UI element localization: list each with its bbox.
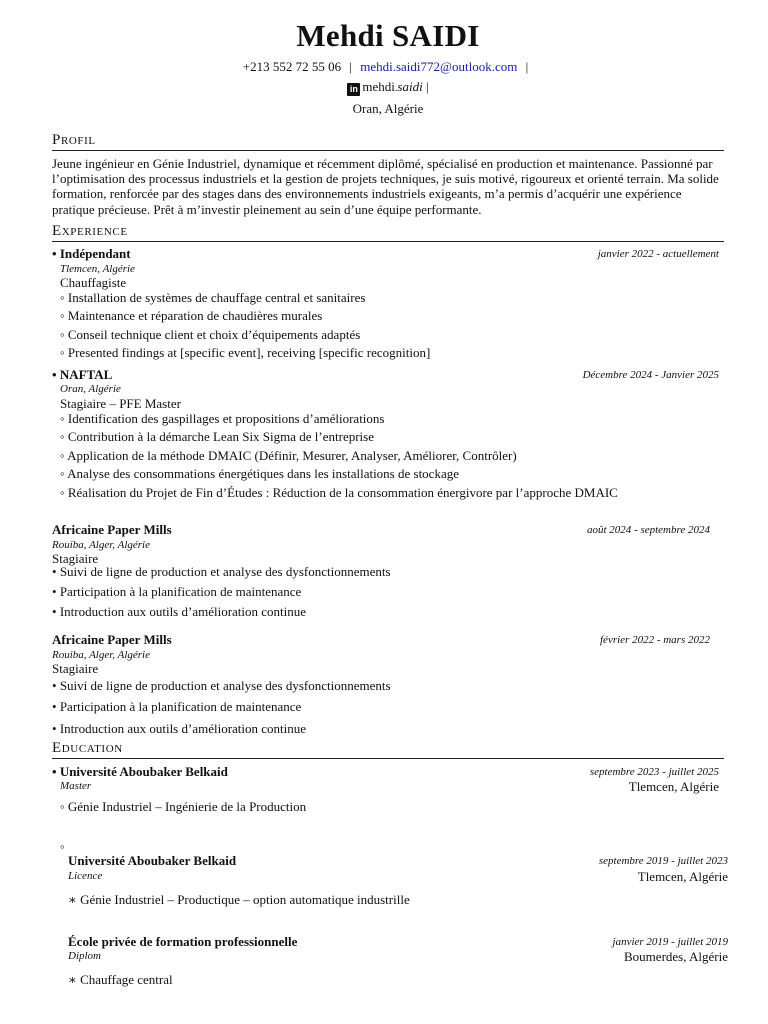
- bullet-icon: •: [52, 367, 57, 382]
- school-name: École privée de formation professionnelle: [68, 934, 298, 949]
- candidate-city: Oran, Algérie: [352, 101, 424, 116]
- job-dates: février 2022 - mars 2022: [600, 634, 710, 646]
- circle-bullet-icon: ◦: [60, 411, 65, 426]
- bullet-icon: •: [52, 699, 57, 714]
- list-item: • Participation à la planification de maintenance: [52, 699, 302, 714]
- school-location: Tlemcen, Algérie: [637, 869, 728, 884]
- list-item: ◦ Identification des gaspillages et propositions d’améliorations: [60, 411, 385, 426]
- school-degree: Master: [60, 780, 92, 792]
- school-name: Université Aboubaker Belkaid: [68, 853, 237, 868]
- list-item: • Participation à la planification de maintenance: [52, 584, 302, 599]
- circle-bullet-icon: ◦: [60, 448, 65, 463]
- candidate-name: Mehdi SAIDI: [296, 18, 480, 53]
- circle-bullet-icon: ◦: [60, 345, 65, 360]
- job-dates: Décembre 2024 - Janvier 2025: [582, 369, 719, 381]
- asterisk-bullet-icon: ∗: [68, 892, 77, 907]
- bullet-icon: •: [52, 678, 57, 693]
- list-item: ◦ Analyse des consommations énergétiques dans les installations de stockage: [60, 466, 459, 481]
- bullet-icon: •: [52, 721, 57, 736]
- list-item: ◦ Maintenance et réparation de chaudières murales: [60, 308, 323, 323]
- job-company: Africaine Paper Mills: [52, 522, 172, 537]
- school-dates: septembre 2019 - juillet 2023: [598, 855, 728, 867]
- job-role: Stagiaire: [52, 661, 99, 676]
- list-item: • Introduction aux outils d’amélioration continue: [52, 721, 307, 736]
- list-item: ∗ Chauffage central: [68, 972, 173, 987]
- job-dates: août 2024 - septembre 2024: [586, 524, 710, 536]
- list-item: • Introduction aux outils d’amélioration continue: [52, 604, 307, 619]
- job-location: Rouiba, Alger, Algérie: [52, 649, 150, 661]
- profil-text: Jeune ingénieur en Génie Industriel, dynamique et récemment diplômé, spécialisé en production et maintenance. Passionné par l’optimisation des processus industriels et la gestion de projets techniques, je suis motivé, rigoureux et orienté terrain. Ma solide formation, renforcée par des stages dans des environnements industriels exigeants, m’a permis d’acquérir une expérience pratique précieuse. Prêt à m’investir pleinement au sein d’une équipe performante.: [52, 156, 719, 217]
- school-dates: janvier 2019 - juillet 2019: [612, 936, 728, 948]
- circle-bullet-icon: ◦: [60, 485, 65, 500]
- bullet-icon: •: [52, 564, 57, 579]
- phone-number: +213 552 72 55 06: [242, 59, 342, 74]
- school-degree: Licence: [68, 870, 103, 882]
- job-role: Stagiaire: [52, 551, 99, 566]
- bullet-icon: •: [52, 584, 57, 599]
- linkedin-handle: mehdi: [362, 79, 395, 94]
- separator: |: [349, 59, 352, 74]
- bullet-icon: •: [52, 604, 57, 619]
- linkedin-line: [52, 79, 724, 96]
- list-item: ◦ Application de la méthode DMAIC (Définir, Mesurer, Analyser, Améliorer, Contrôler): [60, 448, 517, 463]
- school-dates: septembre 2023 - juillet 2025: [589, 766, 719, 778]
- job-role: Stagiaire – PFE Master: [60, 396, 181, 411]
- list-item: ◦ Contribution à la démarche Lean Six Sigma de l’entreprise: [60, 429, 374, 444]
- list-item: ◦ Réalisation du Projet de Fin d’Études : Réduction de la consommation énergivore par l’approche DMAIC: [60, 485, 618, 500]
- job-company: • Indépendant: [52, 246, 131, 261]
- job-location: Rouiba, Alger, Algérie: [52, 539, 150, 551]
- circle-bullet-icon: ◦: [60, 429, 65, 444]
- separator: |: [425, 79, 429, 94]
- linkedin-icon: in: [347, 83, 360, 96]
- school-degree: Diplom: [68, 950, 101, 962]
- job-company: • NAFTAL: [52, 367, 113, 382]
- list-item: ∗ Génie Industriel – Productique – option automatique industrille: [68, 892, 410, 907]
- school-location: Boumerdes, Algérie: [624, 949, 728, 964]
- asterisk-bullet-icon: ∗: [68, 972, 77, 987]
- job-dates: janvier 2022 - actuellement: [597, 248, 719, 260]
- circle-bullet-icon: ◦: [60, 839, 65, 854]
- circle-bullet-icon: ◦: [60, 327, 65, 342]
- section-title-experience: Experience: [52, 223, 724, 242]
- job-location: Tlemcen, Algérie: [60, 263, 135, 275]
- list-item: ◦ Génie Industriel – Ingénierie de la Production: [60, 799, 307, 814]
- bullet-icon: •: [52, 764, 57, 779]
- email-link[interactable]: mehdi.saidi772@outlook.com: [360, 59, 518, 74]
- school-name: • Université Aboubaker Belkaid: [52, 764, 228, 779]
- circle-bullet-icon: ◦: [60, 308, 65, 323]
- circle-bullet-icon: ◦: [60, 799, 65, 814]
- section-title-profil: Profil: [52, 132, 724, 151]
- linkedin-handle-suffix: saidi: [397, 79, 423, 94]
- contact-line: [52, 59, 724, 75]
- list-item: • Suivi de ligne de production et analyse des dysfonctionnements: [52, 678, 391, 693]
- linkedin-link[interactable]: mehdi.saidi: [362, 79, 423, 94]
- job-location: Oran, Algérie: [60, 383, 121, 395]
- separator: |: [525, 59, 529, 74]
- job-role: Chauffagiste: [60, 275, 127, 290]
- list-item: ◦ Installation de systèmes de chauffage central et sanitaires: [60, 290, 366, 305]
- section-title-education: Education: [52, 740, 724, 759]
- list-item: ◦ Presented findings at [specific event], receiving [specific recognition]: [60, 345, 431, 360]
- list-item: ◦ Conseil technique client et choix d’équipements adaptés: [60, 327, 361, 342]
- circle-bullet-icon: ◦: [60, 466, 65, 481]
- bullet-icon: •: [52, 246, 57, 261]
- list-item: • Suivi de ligne de production et analyse des dysfonctionnements: [52, 564, 391, 579]
- circle-bullet-icon: ◦: [60, 290, 65, 305]
- job-company: Africaine Paper Mills: [52, 632, 172, 647]
- school-location: Tlemcen, Algérie: [628, 779, 719, 794]
